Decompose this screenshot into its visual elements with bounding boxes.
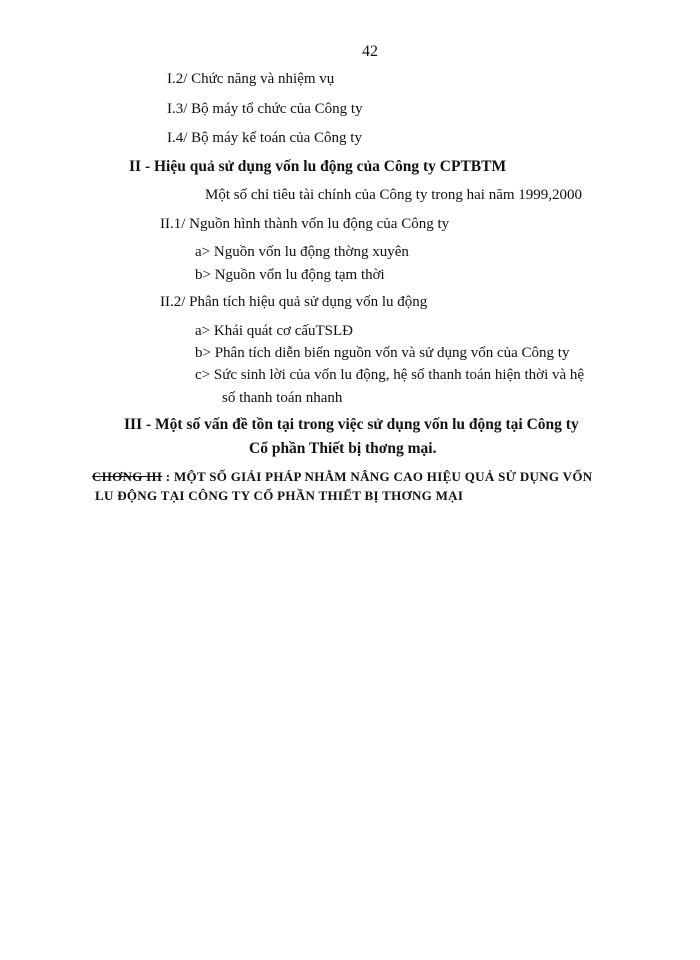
sub2-item-b: b> Phân tích diễn biến nguồn vốn và sử dụng vốn của Công ty: [195, 345, 570, 361]
sub2-item-a: a> Khái quát cơ cấuTSLĐ: [195, 323, 354, 339]
sub1-item-b: b> Nguồn vốn lu động tạm thời: [195, 267, 385, 283]
section3-line2: Cổ phần Thiết bị thơng mại.: [249, 440, 437, 457]
chapter-heading-line1: [92, 468, 592, 486]
sub1-item-a: a> Nguồn vốn lu động thờng xuyên: [195, 244, 409, 260]
sub1-title: II.1/ Nguồn hình thành vốn lu động của Công ty: [160, 216, 450, 232]
section2-intro: Một số chỉ tiêu tài chính của Công ty trong hai năm 1999,2000: [205, 187, 583, 203]
chapter-label: CHƠNG III: [92, 469, 163, 484]
chapter-title-part1: : MỘT SỐ GIẢI PHÁP NHẰM NÂNG CAO HIỆU QUẢ SỬ DỤNG VỐN: [162, 469, 593, 484]
sub2-item-c-line1: c> Sức sinh lời của vốn lu động, hệ số thanh toán hiện thời và hệ: [195, 367, 585, 383]
item-i3: I.3/ Bộ máy tổ chức của Công ty: [167, 101, 363, 117]
chapter-heading-line2: LU ĐỘNG TẠI CÔNG TY CỔ PHẦN THIẾT BỊ THƠNG MẠI: [95, 488, 464, 503]
item-i2: I.2/ Chức năng và nhiệm vụ: [167, 71, 335, 87]
section2-heading: II - Hiệu quả sử dụng vốn lu động của Công ty CPTBTM: [129, 158, 507, 175]
sub2-title: II.2/ Phân tích hiệu quả sử dụng vốn lu động: [160, 294, 428, 310]
sub2-item-c-line2: số thanh toán nhanh: [222, 390, 343, 406]
section3-line1: III - Một số vấn đề tồn tại trong việc sử dụng vốn lu động tại Công ty: [124, 416, 579, 433]
page-number: 42: [362, 43, 378, 60]
item-i4: I.4/ Bộ máy kế toán của Công ty: [167, 130, 362, 146]
